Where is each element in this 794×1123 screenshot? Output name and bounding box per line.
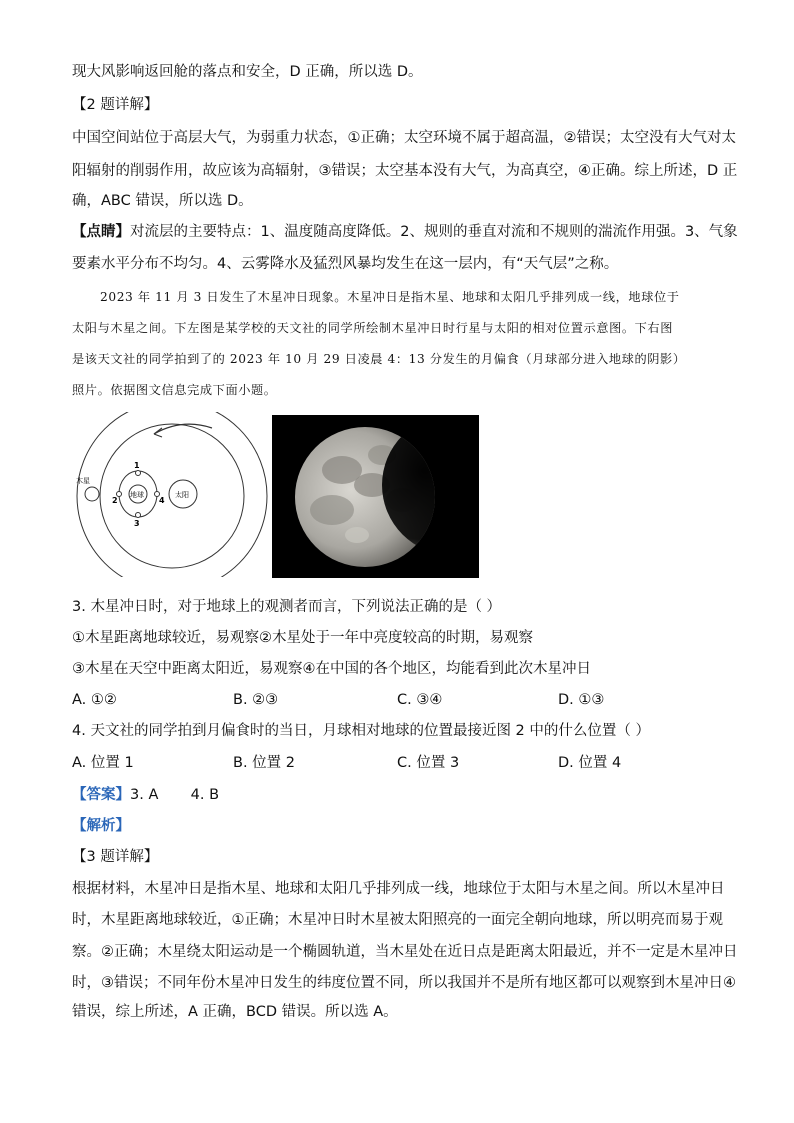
dianjing-tag: 【点睛】 [72, 224, 130, 240]
material-line2: 太阳与木星之间。下左图是某学校的天文社的同学所绘制木星冲日时行星与太阳的相对位置示意图。下右图 [72, 321, 674, 335]
analysis-tag: 【解析】 [72, 818, 130, 834]
para-q2-line1: 中国空间站位于高层大气，为弱重力状态，①正确；太空环境不属于超高温，②错误；太空没有大气对太 [72, 130, 736, 146]
q3-statement-2: ③木星在天空中距离太阳近，易观察④在中国的各个地区，均能看到此次木星冲日 [72, 661, 591, 677]
answer-tag: 【答案】 [72, 787, 130, 803]
material-line3: 是该天文社的同学拍到了的 2023 年 10 月 29 日凌晨 4：13 分发生的月偏食（月球部分进入地球的阴影） [72, 352, 686, 366]
material-line1: 2023 年 11 月 3 日发生了木星冲日现象。木星冲日是指木星、地球和太阳几乎排列成一线，地球位于 [100, 290, 680, 304]
pos3-label: 3 [134, 519, 140, 528]
q4-option-b[interactable]: B. 位置 2 [233, 755, 296, 771]
jupiter-body [85, 487, 99, 501]
q3-option-c[interactable]: C. ③④ [397, 692, 443, 708]
question-3: 3. 木星冲日时，对于地球上的观测者而言，下列说法正确的是（ ） [72, 599, 502, 615]
dianjing-text1: 对流层的主要特点：1、温度随高度降低。2、规则的垂直对流和不规则的湍流作用强。3、气象 [130, 224, 738, 240]
lunar-eclipse-photo [272, 415, 479, 578]
q3-option-d[interactable]: D. ①③ [558, 692, 605, 708]
moon-position-3 [136, 513, 141, 518]
jupiter-label: 木星 [76, 477, 90, 485]
line-l1: 现大风影响返回舱的落点和安全，D 正确，所以选 D。 [72, 64, 423, 80]
dianjing-line2: 要素水平分布不均匀。4、云雾降水及猛烈风暴均发生在这一层内，有“天气层”之称。 [72, 256, 619, 272]
answer-line [72, 785, 219, 805]
q4-option-d[interactable]: D. 位置 4 [558, 755, 622, 771]
material-line4: 照片。依据图文信息完成下面小题。 [72, 383, 277, 397]
question-4: 4. 天文社的同学拍到月偏食时的当日，月球相对地球的位置最接近图 2 中的什么位置（ ） [72, 723, 650, 739]
pos1-label: 1 [134, 461, 140, 470]
pos4-label: 4 [159, 496, 165, 505]
lunar-eclipse-svg [272, 415, 479, 578]
para-q2-line2: 阳辐射的削弱作用，故应该为高辐射，③错误；太空基本没有大气，为高真空，④正确。综上所述，D 正 [72, 163, 738, 179]
heading-q3-detail: 【3 题详解】 [72, 849, 159, 865]
para-q3-line4: 时，③错误；不同年份木星冲日发生的纬度位置不同，所以我国并不是所有地区都可以观察到木星冲日④ [72, 975, 736, 991]
answer-text: 3. A 4. B [130, 787, 220, 803]
q3-option-b[interactable]: B. ②③ [233, 692, 279, 708]
orbit-diagram [72, 412, 272, 577]
direction-arrow [154, 424, 212, 434]
para-q3-line1: 根据材料，木星冲日是指木星、地球和太阳几乎排列成一线，地球位于太阳与木星之间。所以木星冲日 [72, 881, 725, 897]
q4-option-c[interactable]: C. 位置 3 [397, 755, 460, 771]
para-q2-line3: 确，ABC 错误，所以选 D。 [72, 193, 253, 209]
dianjing-line1 [72, 222, 738, 242]
earth-label: 地球 [130, 491, 144, 499]
q4-option-a[interactable]: A. 位置 1 [72, 755, 134, 771]
moon-position-1 [136, 471, 141, 476]
sun-label: 太阳 [175, 491, 189, 499]
para-q3-line3: 察。②正确；木星绕太阳运动是一个椭圆轨道，当木星处在近日点是距离太阳最近，并不一定是木星冲日 [72, 944, 738, 960]
q3-option-a[interactable]: A. ①② [72, 692, 117, 708]
para-q3-line5: 错误，综上所述，A 正确，BCD 错误。所以选 A。 [72, 1004, 398, 1020]
pos2-label: 2 [112, 496, 118, 505]
q3-statement-1: ①木星距离地球较近，易观察②木星处于一年中亮度较高的时期，易观察 [72, 630, 533, 646]
heading-q2-detail: 【2 题详解】 [72, 97, 159, 113]
orbit-diagram-svg [72, 412, 272, 577]
para-q3-line2: 时，木星距离地球较近，①正确；木星冲日时木星被太阳照亮的一面完全朝向地球，所以明亮而易于观 [72, 912, 723, 928]
